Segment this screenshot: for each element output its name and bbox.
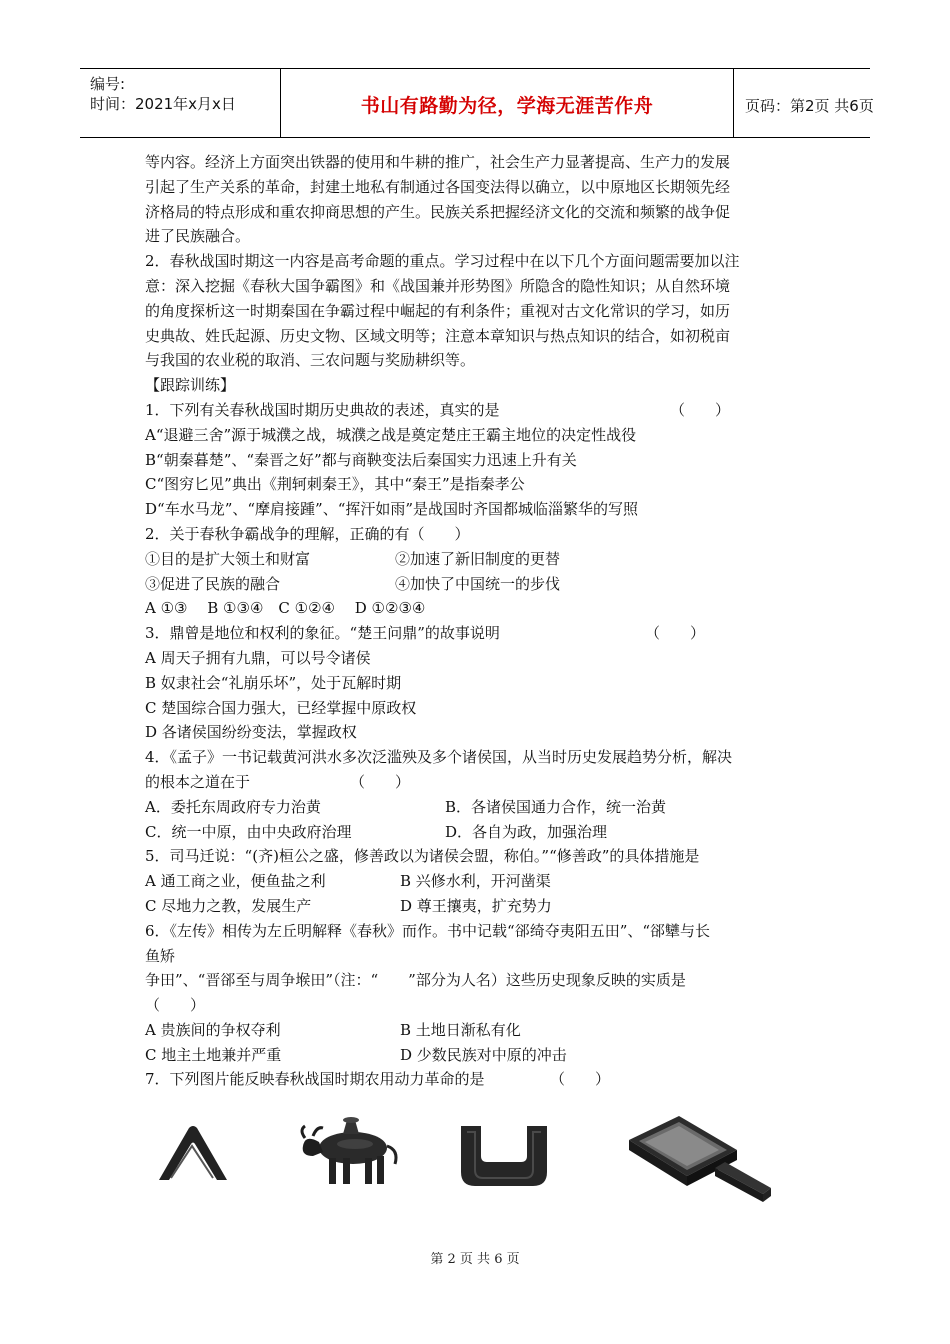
option-item: A 通工商之业，便鱼盐之利: [145, 872, 326, 891]
question-4-stem-cont: [145, 770, 815, 795]
paragraph-line: 意：深入挖掘《春秋大国争霸图》和《战国兼并形势图》所隐含的隐性知识；从自然环境: [145, 276, 731, 295]
statement-row: [145, 572, 815, 597]
number-label: 编号:: [90, 75, 126, 93]
page-header: [80, 68, 874, 138]
answer-blank: （ ）: [145, 996, 206, 1015]
option-row: [145, 1018, 815, 1043]
page-label: 页码：第2页 共6页: [745, 97, 874, 115]
statement-row: [145, 547, 815, 572]
question-6-stem-cont: 争田”、“晋郤至与周争堠田”（注：“ ”部分为人名）这些历史现象反映的实质是: [145, 971, 686, 990]
option-row: [145, 894, 815, 919]
motto: 书山有路勤为径，学海无涯苦作舟: [360, 95, 654, 117]
question-4-stem: 4．《孟子》一书记载黄河洪水多次泛滥殃及多个诸侯国，从当时历史发展趋势分析，解决: [145, 748, 733, 767]
option-line: B“朝秦暮楚”、“秦晋之好”都与商鞅变法后秦国实力迅速上升有关: [145, 450, 577, 469]
header-right-cell: [733, 69, 874, 137]
option-item: B 兴修水利，开河凿渠: [400, 872, 551, 891]
statement-item: ②加速了新旧制度的更替: [395, 549, 561, 568]
paragraph-line: 引起了生产关系的革命，封建土地私有制通过各国变法得以确立，以中原地区长期领先经: [145, 177, 731, 196]
paragraph-line: 进了民族融合。: [145, 227, 251, 246]
option-row: [145, 1043, 815, 1068]
option-item: B 土地日渐私有化: [400, 1020, 521, 1039]
question-text: 3．鼎曾是地位和权利的象征。“楚王问鼎”的故事说明: [145, 624, 500, 643]
option-item: A．委托东周政府专力治黄: [145, 797, 321, 816]
option-line: A ①③ B ①③④ C ①②④ D ①②③④: [145, 599, 426, 618]
question-2-stem: 2．关于春秋争霸战争的理解，正确的有（ ）: [145, 524, 470, 543]
time-label: 时间：2021年x月x日: [90, 95, 236, 113]
option-item: D 少数民族对中原的冲击: [400, 1045, 567, 1064]
question-7-images: [145, 1110, 795, 1220]
paragraph-line: 史典故、姓氏起源、历史文物、区域文明等；注意本章知识与热点知识的结合，如初税亩: [145, 326, 731, 345]
option-item: D．各自为政，加强治理: [445, 822, 608, 841]
option-line: A“退避三舍”源于城濮之战，城濮之战是奠定楚庄王霸主地位的决定性战役: [145, 425, 637, 444]
paragraph-line: 的角度探析这一时期秦国在争霸过程中崛起的有利条件；重视对古文化常识的学习，如历: [145, 301, 731, 320]
option-item: B．各诸侯国通力合作，统一治黄: [445, 797, 667, 816]
paragraph-line: 等内容。经济上方面突出铁器的使用和牛耕的推广，社会生产力显著提高、生产力的发展: [145, 153, 731, 171]
option-item: C．统一中原，由中央政府治理: [145, 822, 352, 841]
question-6-stem-cont: 鱼矫: [145, 946, 176, 965]
option-line: C 楚国综合国力强大，已经掌握中原政权: [145, 698, 417, 717]
iron-spade-icon: [625, 1110, 775, 1210]
question-5-stem: 5．司马迁说：“(齐)桓公之盛，修善政以为诸侯会盟，称伯。”“修善政”的具体措施是: [145, 847, 700, 866]
section-heading: 【跟踪训练】: [145, 376, 236, 395]
answer-blank: （ ）: [550, 1070, 611, 1089]
paragraph-line: 与我国的农业税的取消、三农问题与奖励耕织等。: [145, 351, 476, 370]
question-text: 1．下列有关春秋战国时期历史典故的表述，真实的是: [145, 400, 500, 419]
option-item: A 贵族间的争权夺利: [145, 1020, 281, 1039]
iron-plow-share-icon: [155, 1122, 230, 1187]
document-body: [145, 150, 815, 1092]
option-line: D“车水马龙”、“摩肩接踵”、“挥汗如雨”是战国时齐国都城临淄繁华的写照: [145, 500, 639, 519]
option-item: C 地主土地兼并严重: [145, 1045, 282, 1064]
paragraph-line: 2．春秋战国时期这一内容是高考命题的重点。学习过程中在以下几个方面问题需要加以注: [145, 252, 740, 271]
option-row: [145, 869, 815, 894]
option-line: A 周天子拥有九鼎，可以号令诸侯: [145, 648, 371, 667]
paragraph-line: 济格局的特点形成和重农抑商思想的产生。民族关系把握经济文化的交流和频繁的战争促: [145, 202, 731, 221]
iron-hoe-icon: [457, 1120, 552, 1190]
option-line: D 各诸侯国纷纷变法，掌握政权: [145, 723, 357, 742]
bronze-ox-statue-icon: [295, 1112, 405, 1192]
header-left-cell: [80, 69, 280, 137]
answer-blank: （ ）: [350, 772, 411, 791]
statement-item: ①目的是扩大领土和财富: [145, 549, 311, 568]
option-item: D 尊王攘夷，扩充势力: [400, 896, 552, 915]
question-text: 7．下列图片能反映春秋战国时期农用动力革命的是: [145, 1070, 485, 1089]
question-6-stem: 6．《左传》相传为左丘明解释《春秋》而作。书中记载“郤绮夺夷阳五田”、“郤犫与长: [145, 921, 711, 940]
option-item: C 尽地力之教，发展生产: [145, 896, 312, 915]
option-row: [145, 795, 815, 820]
answer-blank: （ ）: [670, 400, 731, 419]
question-1-stem: [145, 398, 815, 423]
question-7-stem: [145, 1067, 815, 1092]
question-text: 的根本之道在于: [145, 772, 251, 791]
statement-item: ③促进了民族的融合: [145, 574, 281, 593]
option-line: C“图穷匕见”典出《荆轲刺秦王》，其中“秦王”是指秦孝公: [145, 475, 525, 494]
question-3-stem: [145, 621, 815, 646]
option-line: B 奴隶社会“礼崩乐坏”，处于瓦解时期: [145, 673, 402, 692]
answer-blank: （ ）: [645, 624, 706, 643]
option-row: [145, 820, 815, 845]
header-center-cell: [280, 69, 734, 137]
page-footer: 第 2 页 共 6 页: [430, 1252, 520, 1267]
statement-item: ④加快了中国统一的步伐: [395, 574, 561, 593]
